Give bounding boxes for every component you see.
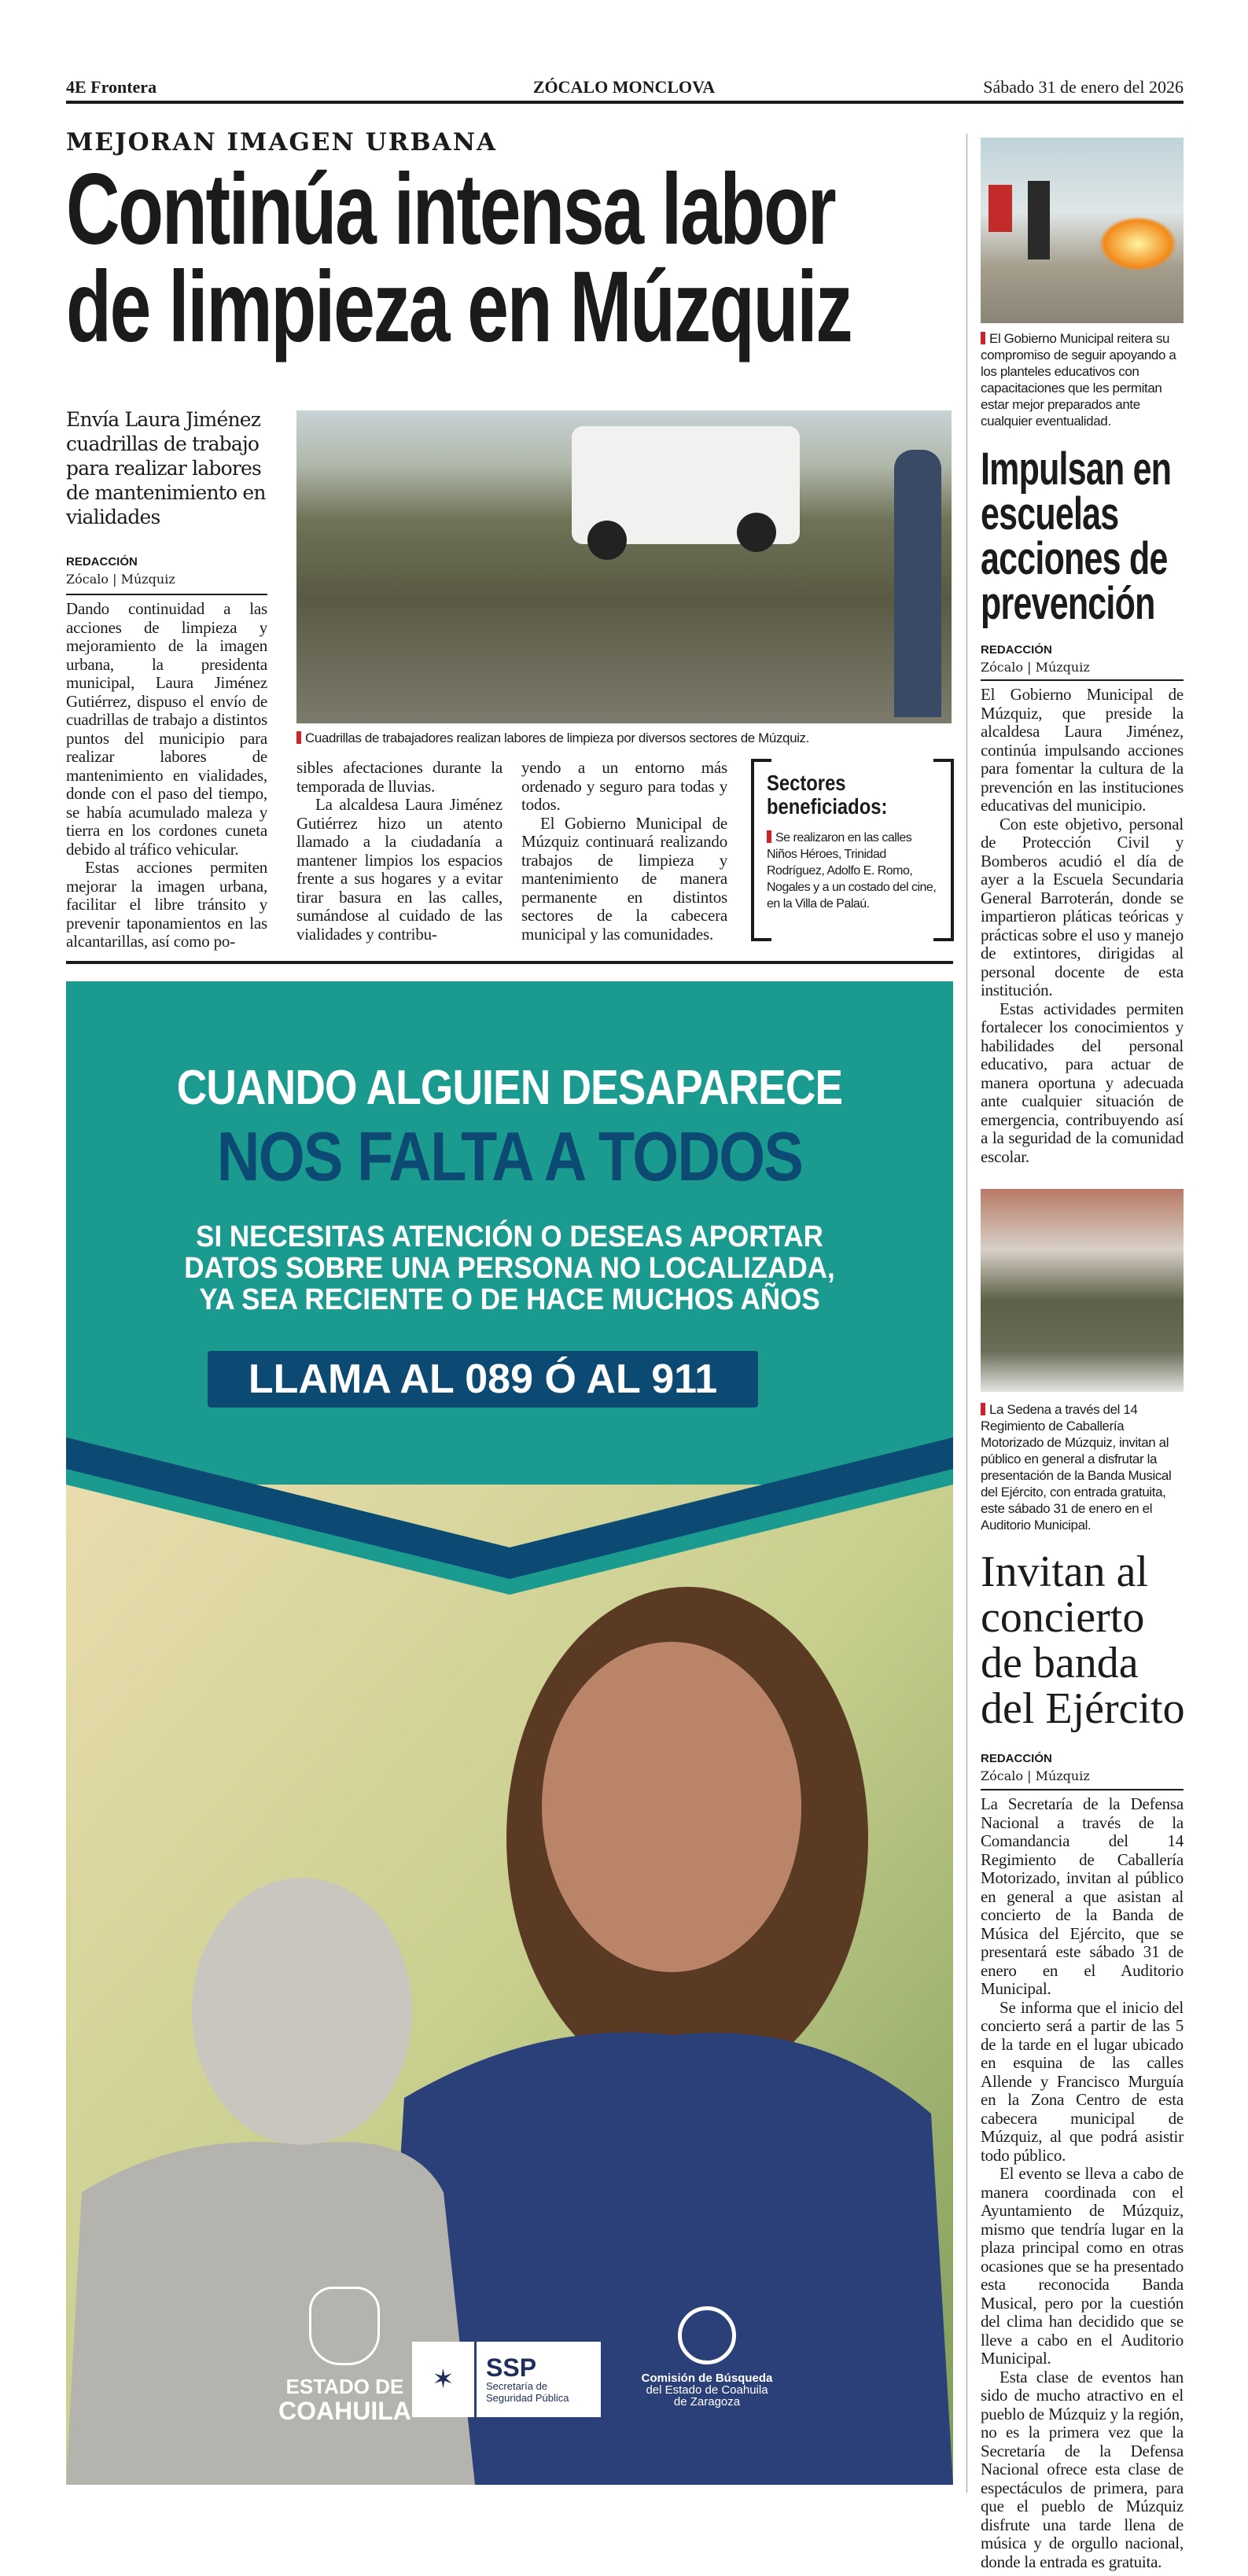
street-cleaning-photo — [296, 410, 952, 723]
byline-place: Zócalo | Múzquiz — [66, 572, 175, 587]
comision-busqueda-logo — [640, 2306, 774, 2408]
ad-line: YA SEA RECIENTE O DE HACE MUCHOS AÑOS — [199, 1283, 820, 1316]
coahuila-logo — [278, 2287, 411, 2423]
missing-persons-ad — [66, 981, 953, 2485]
shield-star-icon: ✶ — [412, 2342, 477, 2417]
article-body — [981, 1795, 1184, 2571]
box-corner — [933, 938, 951, 941]
logo-text: ESTADO DE — [285, 2375, 404, 2398]
truck-wheel — [587, 521, 627, 560]
article-headline — [66, 153, 997, 363]
compass-seal-icon — [678, 2306, 736, 2364]
paragraph: La Secretaría de la Defensa Nacional a través de la Comandancia del 14 Regimiento de Caballería Motorizado, invitan al público en general a que asistan al concierto de la Banda de Música del Ejército, que se presentará este sábado 31 de enero en el Auditorio Municipal. — [981, 1794, 1184, 1998]
byline-label: REDACCIÓN — [981, 643, 1052, 657]
byline-label: REDACCIÓN — [981, 1752, 1052, 1765]
byline-place: Zócalo | Múzquiz — [981, 1768, 1090, 1783]
ad-line: DATOS SOBRE UNA PERSONA NO LOCALIZADA, — [184, 1252, 835, 1285]
boy-face — [192, 1878, 412, 2145]
photo-caption — [296, 730, 952, 746]
article-headline: Impulsan en escuelas acciones de prevención — [981, 443, 1172, 629]
sidebar-text — [767, 830, 938, 912]
byline-rule — [981, 679, 1184, 681]
paragraph: El Gobierno Municipal de Múzquiz continuará realizando trabajos de limpieza y mantenimiento de manera permanente en distintos sectores de la cabecera municipal y las comunidades. — [521, 813, 727, 944]
article-headline: Invitan al concierto de banda del Ejército — [981, 1547, 1185, 1733]
paragraph: yendo a un entorno más ordenado y seguro para todas y todos. — [521, 758, 727, 814]
woman-face — [542, 1642, 801, 1972]
ad-line: CUANDO ALGUIEN DESAPARECE — [176, 1061, 843, 1115]
coahuila-seal-icon — [309, 2287, 380, 2365]
newspaper-name: ZÓCALO MONCLOVA — [532, 77, 716, 97]
caption-marker — [981, 332, 985, 344]
section-label: 4E Frontera — [66, 77, 157, 97]
paragraph: El Gobierno Municipal de Múzquiz, que preside la alcaldesa Laura Jiménez, continúa impulsando acciones para fomentar la cultura de la prevención en las instituciones educativas del municipio. — [981, 685, 1184, 815]
photo-caption — [981, 1401, 1184, 1533]
issue-date: Sábado 31 de enero del 2026 — [983, 77, 1184, 97]
paragraph: Estas acciones permiten mejorar la imagen urbana, facilitar el libre tránsito y prevenir taponamientos en las alcantarillas, así como po- — [66, 858, 267, 951]
section-rule — [66, 961, 953, 964]
caption-marker — [767, 830, 771, 843]
fire-extinguisher-training-photo — [981, 138, 1184, 323]
header-rule — [66, 101, 1184, 104]
ad-photo — [66, 1437, 953, 2485]
logo-text: COAHUILA — [278, 2397, 411, 2425]
byline-rule — [981, 1789, 1184, 1790]
byline-rule — [66, 594, 267, 595]
ad-call-to-action: LLAMA AL 089 Ó AL 911 — [208, 1351, 758, 1408]
paragraph: Estas actividades permiten fortalecer los conocimientos y habilidades del personal educativo, para actuar de manera oportuna y adecuada ante cualquier situación de emergencia, contribuyendo así a la seguridad de la comunidad escolar. — [981, 999, 1184, 1166]
sidebar-title: Sectores beneficiados: — [767, 771, 888, 819]
article-deck: Envía Laura Jiménez cuadrillas de trabajo para realizar labores de mantenimiento en vialidades — [66, 408, 266, 528]
article-body — [981, 686, 1184, 1166]
paragraph: Esta clase de eventos han sido de mucho atractivo en el pueblo de Múzquiz y la región, no es la primera vez que la Secretaría de la Defensa Nacional ofrece esta clase de espectáculos de primera, para que el pueblo de Múzquiz disfrute una tarde llena de música y de orgullo nacional, donde la entrada es gratuita. — [981, 2367, 1184, 2571]
ad-line: SI NECESITAS ATENCIÓN O DESEAS APORTAR — [196, 1220, 823, 1253]
paragraph: Dando continuidad a las acciones de limpieza y mejoramiento de la imagen urbana, la presidenta municipal, Laura Jiménez Gutiérrez, dispuso el envío de cuadrillas de trabajo a distintos puntos del municipio para realizar labores de mantenimiento en vialidades, donde con el paso del tiempo, se había acumulado maleza y tierra en los cordones cuneta debido al tráfico vehicular. — [66, 599, 267, 859]
article-column-1 — [66, 600, 267, 951]
byline-label: REDACCIÓN — [66, 555, 138, 569]
military-band-photo — [981, 1189, 1184, 1392]
article-column-2 — [296, 759, 503, 944]
caption-marker — [981, 1403, 985, 1415]
logo-text: Seguridad Pública — [486, 2392, 569, 2404]
truck-wheel — [737, 513, 776, 552]
sidebar-text-content: Se realizaron en las calles Niños Héroes, Trinidad Rodríguez, Adolfo E. Romo, Nogales y a un costado del cine, en la Villa de Palaú. — [767, 831, 937, 911]
worker-figure — [894, 450, 941, 717]
logo-text: Comisión de Búsqueda — [641, 2372, 773, 2385]
logo-text: Secretaría de — [486, 2380, 548, 2392]
ad-title: NOS FALTA A TODOS — [216, 1117, 803, 1195]
photo-caption — [981, 330, 1184, 429]
sidebar-box — [751, 759, 954, 941]
person-figure — [1028, 181, 1050, 259]
caption-text: La Sedena a través del 14 Regimiento de Caballería Motorizado de Múzquiz, invitan al público en general a disfrutar la presentación de la Banda Musical del Ejército, con entrada gratuita, este sábado 31 de enero en el Auditorio Municipal. — [981, 1402, 1172, 1533]
paragraph: Con este objetivo, personal de Protección Civil y Bomberos acudió el día de ayer a la Escuela Secundaria General Barroterán, donde se impartieron pláticas teóricas y prácticas sobre el uso y manejo de extintores, dirigidas al personal docente de esta institución. — [981, 814, 1184, 999]
headline-line: Continúa intensa labor — [66, 153, 835, 266]
fire-flames — [1099, 216, 1177, 271]
byline-place: Zócalo | Múzquiz — [981, 660, 1090, 675]
paragraph: Se informa que el inicio del concierto será a partir de las 5 de la tarde en el lugar ubicado en esquina de las calles Allende y Francisco Murguía en la Zona Centro de esta cabecera municipal de Múzquiz, al que podrá asistir todo público. — [981, 1997, 1184, 2165]
person-figure — [988, 185, 1012, 232]
caption-marker — [296, 731, 301, 744]
ssp-logo — [412, 2342, 601, 2417]
paragraph: El evento se lleva a cabo de manera coordinada con el Ayuntamiento de Múzquiz, mismo que tendría lugar en la plaza principal como en otras ocasiones que se ha presentado esta reconocida Banda Musical, pero por la cuestión del clima han decidido que se lleve a cabo en el Auditorio Municipal. — [981, 2164, 1184, 2368]
boy-shirt — [66, 2142, 475, 2485]
paragraph: sibles afectaciones durante la temporada de lluvias. — [296, 758, 503, 796]
byline — [981, 643, 1090, 675]
caption-text: El Gobierno Municipal reitera su compromiso de seguir apoyando a los planteles educativos con capacitaciones que les permitan estar mejor preparados ante cualquier eventualidad. — [981, 331, 1176, 429]
ad-body — [101, 1221, 918, 1316]
box-corner — [754, 938, 771, 941]
article-column-3 — [521, 759, 727, 944]
logo-text: SSP — [486, 2353, 537, 2382]
logo-text: del Estado de Coahuila — [646, 2383, 768, 2397]
headline-line: de limpieza en Múzquiz — [66, 251, 852, 363]
byline — [66, 555, 175, 587]
article-kicker: MEJORAN IMAGEN URBANA — [66, 128, 498, 156]
caption-text: Cuadrillas de trabajadores realizan labores de limpieza por diversos sectores de Múzquiz. — [305, 730, 809, 745]
byline — [981, 1752, 1090, 1783]
column-divider — [966, 134, 967, 2493]
logo-text: de Zaragoza — [673, 2395, 741, 2409]
paragraph: La alcaldesa Laura Jiménez Gutiérrez hizo un atento llamado a la ciudadanía a mantener limpios los espacios frente a sus hogares y a evitar tirar basura en las calles, sumándose al cuidado de las vialidades y contribu- — [296, 795, 503, 944]
